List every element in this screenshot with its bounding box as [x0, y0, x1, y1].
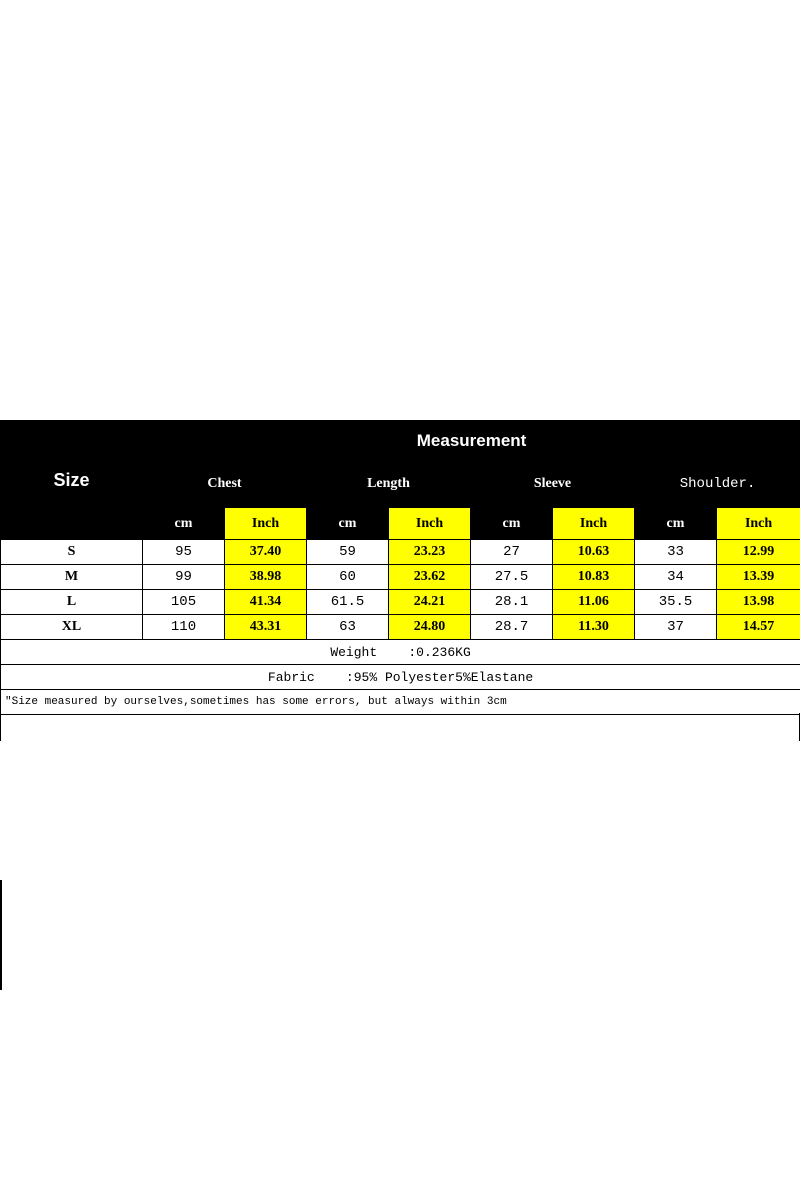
length-inch-cell: 24.80 [389, 615, 471, 640]
sleeve-cm-cell: 27 [471, 540, 553, 565]
unit-cm-header: cm [307, 508, 389, 540]
chest-inch-cell: 41.34 [225, 590, 307, 615]
sleeve-inch-cell: 10.63 [553, 540, 635, 565]
table-row [1, 590, 800, 615]
shoulder-inch-cell: 13.98 [717, 590, 800, 615]
chest-cm-cell: 105 [143, 590, 225, 615]
length-cm-cell: 63 [307, 615, 389, 640]
sleeve-cm-cell: 28.7 [471, 615, 553, 640]
length-header: Length [307, 461, 471, 508]
fabric-note: Fabric :95% Polyester5%Elastane [1, 665, 800, 690]
shoulder-inch-cell: 13.39 [717, 565, 800, 590]
table-bottom-border [0, 713, 800, 741]
shoulder-inch-cell: 12.99 [717, 540, 800, 565]
unit-inch-header: Inch [225, 508, 307, 540]
shoulder-header: Shoulder. [635, 461, 800, 508]
chest-cm-cell: 110 [143, 615, 225, 640]
shoulder-cm-cell: 37 [635, 615, 717, 640]
length-inch-cell: 23.23 [389, 540, 471, 565]
chest-cm-cell: 99 [143, 565, 225, 590]
footnote: "Size measured by ourselves,sometimes has some errors, but always within 3cm [1, 690, 800, 715]
chest-inch-cell: 43.31 [225, 615, 307, 640]
sleeve-inch-cell: 11.06 [553, 590, 635, 615]
length-inch-cell: 24.21 [389, 590, 471, 615]
size-cell: L [1, 590, 143, 615]
size-chart-table [0, 420, 800, 715]
sleeve-inch-cell: 10.83 [553, 565, 635, 590]
unit-inch-header: Inch [389, 508, 471, 540]
chest-inch-cell: 38.98 [225, 565, 307, 590]
unit-cm-header: cm [143, 508, 225, 540]
sleeve-header: Sleeve [471, 461, 635, 508]
unit-inch-header: Inch [553, 508, 635, 540]
unit-cm-header: cm [635, 508, 717, 540]
size-cell: M [1, 565, 143, 590]
sleeve-cm-cell: 27.5 [471, 565, 553, 590]
table-row [1, 565, 800, 590]
left-edge-line [0, 880, 2, 990]
chest-inch-cell: 37.40 [225, 540, 307, 565]
shoulder-cm-cell: 34 [635, 565, 717, 590]
unit-cm-header: cm [471, 508, 553, 540]
chest-cm-cell: 95 [143, 540, 225, 565]
sleeve-cm-cell: 28.1 [471, 590, 553, 615]
table-row [1, 615, 800, 640]
length-cm-cell: 59 [307, 540, 389, 565]
sleeve-inch-cell: 11.30 [553, 615, 635, 640]
length-inch-cell: 23.62 [389, 565, 471, 590]
shoulder-inch-cell: 14.57 [717, 615, 800, 640]
measurement-header: Measurement [143, 421, 800, 461]
shoulder-cm-cell: 33 [635, 540, 717, 565]
size-cell: S [1, 540, 143, 565]
size-column-header: Size [1, 421, 143, 540]
chest-header: Chest [143, 461, 307, 508]
table-row [1, 540, 800, 565]
shoulder-cm-cell: 35.5 [635, 590, 717, 615]
length-cm-cell: 60 [307, 565, 389, 590]
unit-inch-header: Inch [717, 508, 800, 540]
length-cm-cell: 61.5 [307, 590, 389, 615]
size-cell: XL [1, 615, 143, 640]
weight-note: Weight :0.236KG [1, 640, 800, 665]
